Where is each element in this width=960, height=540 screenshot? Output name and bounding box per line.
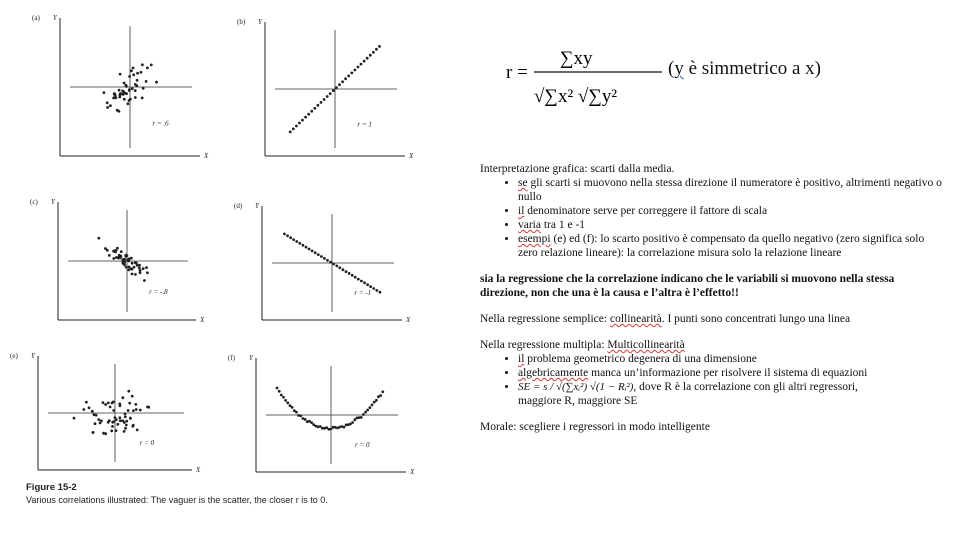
- scatter-point: [284, 399, 287, 402]
- scatter-point: [366, 57, 369, 60]
- scatter-point: [289, 131, 292, 134]
- scatter-point: [134, 403, 137, 406]
- scatter-point: [94, 422, 97, 425]
- scatter-point: [298, 242, 301, 245]
- scatter-point: [145, 266, 148, 269]
- panel-label: (b): [237, 18, 246, 26]
- scatter-point: [127, 102, 130, 105]
- scatter-point: [125, 92, 128, 95]
- scatter-point: [102, 432, 105, 435]
- scatter-point: [375, 399, 378, 402]
- r-value-label: r = -1: [354, 288, 372, 297]
- multi-pre: Nella regressione multipla:: [480, 339, 608, 351]
- bullet-text: manca un’informazione per risolvere il sistema di equazioni: [588, 367, 868, 379]
- scatter-point: [364, 411, 367, 414]
- scatter-point: [106, 106, 109, 109]
- scatter-point: [342, 268, 345, 271]
- scatter-point: [115, 429, 118, 432]
- scatter-point: [97, 237, 100, 240]
- scatter-point: [310, 110, 313, 113]
- scatter-point: [308, 248, 311, 251]
- scatter-point: [128, 402, 131, 405]
- scatter-point: [311, 250, 314, 253]
- scatter-point: [347, 75, 350, 78]
- y-axis-label: Y: [31, 352, 35, 360]
- scatter-point: [111, 421, 114, 424]
- scatter-point: [335, 265, 338, 268]
- scatter-point: [122, 260, 125, 263]
- scatter-point: [348, 272, 351, 275]
- scatter-point: [103, 91, 106, 94]
- scatter-point: [134, 83, 137, 86]
- scatter-point: [115, 418, 118, 421]
- scatter-point: [121, 90, 124, 93]
- bullet-lead: varia: [518, 219, 541, 231]
- scatter-point: [131, 395, 134, 398]
- scatter-point: [119, 419, 122, 422]
- scatter-point: [332, 263, 335, 266]
- bullet-text: gli scarti si muovono nella stessa direzione il numeratore è positivo, altrimenti negativo o nullo: [518, 177, 942, 203]
- list-item: [518, 204, 945, 218]
- scatter-point: [283, 233, 286, 236]
- scatter-point: [323, 257, 326, 260]
- scatter-point: [291, 406, 294, 409]
- scatter-point: [375, 48, 378, 51]
- scatter-point: [107, 421, 110, 424]
- scatter-point: [369, 406, 372, 409]
- formula-numerator: ∑xy: [560, 48, 593, 69]
- scatter-point: [82, 408, 85, 411]
- scatter-point: [131, 262, 134, 265]
- scatter-point: [127, 409, 130, 412]
- x-axis-label: X: [200, 316, 205, 324]
- scatter-point: [302, 244, 305, 247]
- causation-warning: sia la regressione che la correlazione indicano che le variabili si muovono nella stessa direzione, non che una è la causa e l’altra è l’effetto!!: [480, 273, 895, 299]
- scatter-point: [351, 421, 354, 424]
- scatter-point: [146, 67, 149, 70]
- scatter-point: [133, 266, 136, 269]
- scatter-point: [116, 423, 119, 426]
- scatter-point: [329, 261, 332, 264]
- scatter-point: [132, 73, 135, 76]
- scatter-point: [107, 402, 110, 405]
- scatter-point: [136, 264, 139, 267]
- list-item: [518, 218, 945, 232]
- scatter-point: [118, 403, 121, 406]
- x-axis-label: X: [196, 466, 201, 474]
- scatter-point: [128, 75, 131, 78]
- x-axis-label: X: [409, 152, 414, 160]
- scatter-point: [369, 285, 372, 288]
- scatter-point: [126, 259, 129, 262]
- scatter-point: [131, 273, 134, 276]
- scatter-point: [118, 96, 121, 99]
- scatter-point: [317, 104, 320, 107]
- note-y: y: [674, 58, 684, 79]
- scatter-point: [97, 418, 100, 421]
- simple-pre: Nella regressione semplice:: [480, 313, 610, 325]
- scatter-point: [118, 416, 121, 419]
- scatter-point: [129, 417, 132, 420]
- r-value-label: r = .6: [152, 119, 169, 128]
- scatter-point: [112, 97, 115, 100]
- scatter-point: [124, 415, 127, 418]
- multicollinearity-list: [480, 352, 945, 394]
- list-item: [518, 352, 945, 366]
- scatter-point: [123, 430, 126, 433]
- scatter-point: [106, 101, 109, 104]
- bullet-lead: esempi: [518, 233, 551, 245]
- scatter-point: [298, 122, 301, 125]
- scatter-point: [292, 238, 295, 241]
- scatter-point: [317, 253, 320, 256]
- se-text: , dove R è la correlazione con gli altri regressori,: [633, 381, 858, 393]
- scatter-point: [120, 250, 123, 253]
- scatter-point: [314, 251, 317, 254]
- scatter-point: [125, 266, 128, 269]
- scatter-point: [131, 425, 134, 428]
- figure-caption: [26, 482, 466, 506]
- scatter-point: [135, 408, 138, 411]
- bullet-text: (e) ed (f): lo scarto positivo è compensato da quello negativo (zero significa solo zero relazione lineare): la correlazione misura solo la relazione lineare: [518, 233, 925, 259]
- scatter-point: [120, 92, 123, 95]
- panel-label: (f): [228, 354, 235, 362]
- scatter-point: [341, 80, 344, 83]
- scatter-point: [326, 259, 329, 262]
- scatter-point: [129, 98, 132, 101]
- list-item: [518, 176, 945, 204]
- se-formula: SE = s / √(∑xᵢ²) √(1 − Rᵢ²): [518, 381, 634, 393]
- formula-graphic: [500, 38, 670, 118]
- scatter-point: [289, 236, 292, 239]
- scatter-point: [351, 274, 354, 277]
- y-axis-label: Y: [255, 202, 259, 210]
- scatter-point: [366, 409, 369, 412]
- x-axis-label: X: [406, 316, 411, 324]
- scatter-point: [128, 88, 131, 91]
- scatter-point: [142, 267, 145, 270]
- scatter-point: [85, 401, 88, 404]
- lecture-notes: [480, 162, 945, 434]
- scatter-point: [118, 89, 121, 92]
- scatter-point: [91, 410, 94, 413]
- scatter-point: [304, 418, 307, 421]
- scatter-point: [112, 409, 115, 412]
- scatter-point: [372, 287, 375, 290]
- r-value-label: r = 0: [355, 440, 370, 449]
- list-item: [518, 366, 945, 380]
- scatter-point: [360, 63, 363, 66]
- scatter-point: [104, 247, 107, 250]
- scatter-point: [276, 387, 279, 390]
- interpretation-list: [480, 176, 945, 260]
- scatter-point: [121, 396, 124, 399]
- caption-text: Various correlations illustrated: The vaguer is the scatter, the closer r is to 0.: [26, 495, 328, 505]
- scatter-point: [301, 119, 304, 122]
- scatter-point: [360, 280, 363, 283]
- scatter-point: [295, 125, 298, 128]
- bullet-text: problema geometrico degenera di una dimensione: [524, 353, 757, 365]
- correlation-formula: [500, 38, 670, 118]
- scatter-point: [146, 271, 149, 274]
- scatter-point: [104, 403, 107, 406]
- formula-lhs: r =: [506, 62, 528, 83]
- x-axis-label: X: [410, 468, 415, 476]
- scatter-point: [125, 420, 128, 423]
- scatter-point: [357, 66, 360, 69]
- scatter-point: [118, 110, 121, 113]
- list-item: [518, 380, 945, 394]
- scatter-point: [132, 67, 135, 70]
- scatter-point: [295, 411, 298, 414]
- scatter-point: [109, 104, 112, 107]
- scatter-point: [110, 430, 113, 433]
- y-axis-label: Y: [249, 354, 253, 362]
- scatter-point: [286, 234, 289, 237]
- scatter-point: [136, 79, 139, 82]
- scatter-point: [292, 127, 295, 130]
- scatter-point: [343, 426, 346, 429]
- x-axis-label: X: [204, 152, 209, 160]
- scatter-point: [134, 89, 137, 92]
- scatter-point: [280, 394, 283, 397]
- scatter-point: [320, 101, 323, 104]
- r-value-label: r = 1: [357, 120, 372, 129]
- scatter-point: [140, 71, 143, 74]
- y-axis-label: Y: [51, 198, 55, 206]
- scatter-point: [93, 413, 96, 416]
- scatter-point: [360, 416, 363, 419]
- scatter-point: [123, 82, 126, 85]
- scatter-point: [125, 85, 128, 88]
- panel-label: (d): [234, 202, 243, 210]
- scatter-point: [326, 95, 329, 98]
- scatter-point: [379, 291, 382, 294]
- scatter-point: [73, 417, 76, 420]
- scatter-point: [134, 96, 137, 99]
- scatter-point: [373, 401, 376, 404]
- scatter-point: [332, 89, 335, 92]
- scatter-point: [92, 431, 95, 434]
- scatter-point: [136, 429, 139, 432]
- scatter-point: [123, 421, 126, 424]
- note-rest: è simmetrico a x): [683, 58, 822, 79]
- scatter-point: [366, 283, 369, 286]
- multicollinearity-term: Multicollinearità: [607, 339, 685, 351]
- scatter-point: [119, 257, 122, 260]
- scatter-point: [350, 72, 353, 75]
- scatter-point: [304, 116, 307, 119]
- scatter-point: [378, 45, 381, 48]
- interpretation-title: Interpretazione grafica: scarti dalla media.: [480, 163, 675, 175]
- scatter-point: [278, 390, 281, 393]
- scatter-point: [150, 64, 153, 67]
- scatter-panels: [0, 0, 470, 480]
- scatter-point: [99, 422, 102, 425]
- scatter-point: [379, 394, 382, 397]
- scatter-point: [119, 73, 122, 76]
- bullet-lead: il: [518, 205, 525, 217]
- scatter-point: [354, 276, 357, 279]
- r-value-label: r = -.8: [149, 288, 168, 297]
- scatter-point: [134, 261, 137, 264]
- simple-regression-note: [480, 312, 945, 326]
- scatter-point: [330, 428, 333, 431]
- scatter-point: [127, 390, 130, 393]
- scatter-point: [313, 107, 316, 110]
- scatter-point: [319, 425, 322, 428]
- scatter-point: [363, 60, 366, 63]
- scatter-point: [126, 254, 129, 257]
- scatter-point: [362, 413, 365, 416]
- scatter-point: [111, 402, 114, 405]
- list-item: [518, 232, 945, 260]
- scatter-point: [381, 390, 384, 393]
- scatter-point: [141, 63, 144, 66]
- scatter-point: [124, 413, 127, 416]
- scatter-point: [111, 425, 114, 428]
- scatter-point: [310, 421, 313, 424]
- scatter-point: [357, 278, 360, 281]
- scatter-point: [138, 267, 141, 270]
- scatter-point: [115, 249, 118, 252]
- scatter-point: [143, 279, 146, 282]
- morale: Morale: scegliere i regressori in modo intelligente: [480, 421, 710, 433]
- formula-denominator: √∑x² √∑y²: [534, 86, 618, 107]
- scatter-point: [375, 289, 378, 292]
- scatter-point: [335, 86, 338, 89]
- scatter-point: [147, 406, 150, 409]
- scatter-point: [286, 402, 289, 405]
- scatter-point: [123, 98, 126, 101]
- scatter-point: [102, 401, 105, 404]
- scatter-point: [338, 83, 341, 86]
- simple-post: . I punti sono concentrati lungo una linea: [661, 313, 851, 325]
- scatter-point: [354, 69, 357, 72]
- scatter-point: [139, 409, 142, 412]
- scatter-point: [139, 271, 142, 274]
- y-axis-label: Y: [258, 18, 262, 26]
- note-open-paren: (: [668, 58, 675, 79]
- scatter-point: [307, 113, 310, 116]
- scatter-point: [363, 281, 366, 284]
- scatter-point: [329, 92, 332, 95]
- y-axis-label: Y: [53, 14, 57, 22]
- scatter-point: [282, 396, 285, 399]
- bullet-text: denominatore serve per correggere il fattore di scala: [524, 205, 768, 217]
- scatter-point: [320, 255, 323, 258]
- scatter-point: [114, 93, 117, 96]
- scatter-point: [155, 81, 158, 84]
- scatter-point: [108, 254, 111, 257]
- scatter-point: [109, 406, 112, 409]
- scatter-point: [295, 240, 298, 243]
- scatter-point: [344, 77, 347, 80]
- correlation-figure: [0, 0, 470, 540]
- symmetry-note: [668, 58, 821, 80]
- bullet-lead: il: [518, 353, 525, 365]
- scatter-point: [131, 268, 134, 271]
- scatter-point: [131, 87, 134, 90]
- scatter-point: [299, 414, 302, 417]
- caption-title: Figure 15-2: [26, 482, 77, 493]
- scatter-point: [323, 98, 326, 101]
- scatter-point: [112, 257, 115, 260]
- scatter-point: [130, 69, 133, 72]
- scatter-point: [124, 427, 127, 430]
- scatter-point: [88, 406, 91, 409]
- se-conclusion: maggiore R, maggiore SE: [518, 395, 638, 407]
- multiple-regression-note: [480, 338, 945, 352]
- bullet-lead: se: [518, 177, 528, 189]
- scatter-point: [141, 97, 144, 100]
- scatter-point: [138, 264, 141, 267]
- bullet-lead: algebricamente: [518, 367, 589, 379]
- panel-label: (c): [30, 198, 38, 206]
- scatter-point: [369, 54, 372, 57]
- r-value-label: r = 0: [139, 438, 155, 447]
- scatter-point: [345, 270, 348, 273]
- panel-label: (a): [32, 14, 40, 22]
- bullet-text: tra 1 e -1: [540, 219, 586, 231]
- scatter-point: [128, 266, 131, 269]
- collinearity-term: collinearità: [609, 313, 662, 325]
- panel-label: (e): [10, 352, 18, 360]
- scatter-point: [371, 404, 374, 407]
- scatter-point: [132, 409, 135, 412]
- scatter-point: [142, 87, 145, 90]
- scatter-point: [136, 72, 139, 75]
- scatter-point: [134, 273, 137, 276]
- scatter-point: [372, 51, 375, 54]
- scatter-point: [127, 269, 130, 272]
- scatter-point: [305, 246, 308, 249]
- scatter-point: [125, 424, 128, 427]
- scatter-point: [145, 80, 148, 83]
- scatter-point: [338, 266, 341, 269]
